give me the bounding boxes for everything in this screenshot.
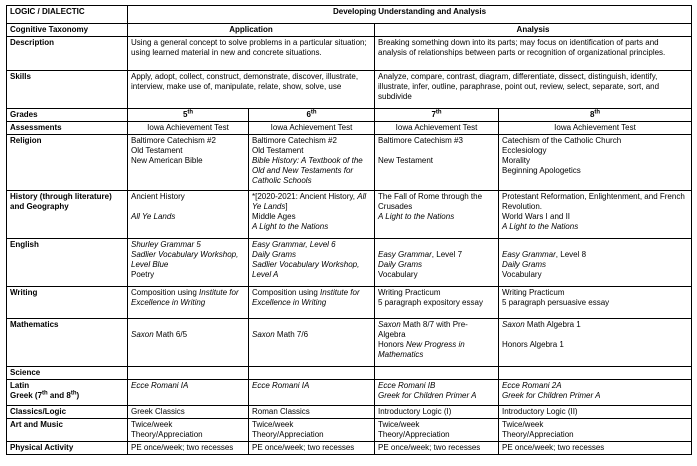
english-row xyxy=(7,239,692,287)
latin-grade-5: Ecce Romani IA xyxy=(128,380,249,406)
application-description: Using a general concept to solve problems in a particular situation; using learned material in new and concrete situations. xyxy=(128,37,375,71)
grades-label: Grades xyxy=(7,109,128,122)
history-grade-6 xyxy=(249,191,375,239)
latin-grade-7-book: Greek for Children Primer A xyxy=(378,391,477,400)
religion-grade-8-line: Morality xyxy=(502,156,531,165)
math-row xyxy=(7,319,692,367)
science-grade-8 xyxy=(499,367,692,380)
english-grade-6-book: Daily Grams xyxy=(252,250,297,259)
math-grade-6: Saxon Math 7/6 xyxy=(249,319,375,367)
religion-grade-8-line: Beginning Apologetics xyxy=(502,166,581,175)
science-label: Science xyxy=(7,367,128,380)
curriculum-table xyxy=(6,5,692,455)
assessment-grade-6: Iowa Achievement Test xyxy=(249,122,375,135)
latin-grade-8 xyxy=(499,380,692,406)
math-grade-7: Saxon Math 8/7 with Pre-Algebra Honors New Progress in Mathematics xyxy=(375,319,499,367)
assessment-grade-7: Iowa Achievement Test xyxy=(375,122,499,135)
application-header: Application xyxy=(128,24,375,37)
religion-grade-8 xyxy=(499,135,692,191)
latin-grade-8-book: Ecce Romani 2A xyxy=(502,381,562,390)
grade-6-header: 6th xyxy=(249,109,375,122)
description-row xyxy=(7,37,692,71)
english-grade-6-book: Easy Grammar, Level 6 xyxy=(252,240,336,249)
classics-grade-6: Roman Classics xyxy=(249,406,375,419)
description-label: Description xyxy=(7,37,128,71)
writing-grade-8-line: 5 paragraph persuasive essay xyxy=(502,298,610,307)
pe-grade-6: PE once/week; two recesses xyxy=(249,442,375,455)
history-grade-6-bracket: ] xyxy=(285,202,288,211)
history-grade-8-book: A Light to the Nations xyxy=(502,222,579,231)
classics-grade-7: Introductory Logic (I) xyxy=(375,406,499,419)
english-grade-6-book: Sadlier Vocabulary Workshop, Level A xyxy=(252,260,360,279)
writing-grade-6: Composition using Institute for Excellence in Writing xyxy=(249,287,375,319)
pe-grade-8: PE once/week; two recesses xyxy=(499,442,692,455)
taxonomy-row xyxy=(7,24,692,37)
writing-row xyxy=(7,287,692,319)
english-grade-5-line: Poetry xyxy=(131,270,155,279)
art-grade-5: Twice/week Theory/Appreciation xyxy=(128,419,249,442)
religion-grade-7-line: New Testament xyxy=(378,156,433,165)
title-row xyxy=(7,6,692,24)
religion-grade-5 xyxy=(128,135,249,191)
history-grade-5-line: Ancient History xyxy=(131,192,185,201)
math-label: Mathematics xyxy=(7,319,128,367)
art-label: Art and Music xyxy=(7,419,128,442)
classics-label: Classics/Logic xyxy=(7,406,128,419)
writing-grade-7-line: 5 paragraph expository essay xyxy=(378,298,483,307)
assessments-label: Assessments xyxy=(7,122,128,135)
history-label: History (through literature) and Geography xyxy=(7,191,128,239)
history-grade-5 xyxy=(128,191,249,239)
art-grade-8: Twice/week Theory/Appreciation xyxy=(499,419,692,442)
pe-grade-5: PE once/week; two recesses xyxy=(128,442,249,455)
english-grade-6 xyxy=(249,239,375,287)
religion-grade-5-line: New American Bible xyxy=(131,156,203,165)
writing-grade-8 xyxy=(499,287,692,319)
analysis-description: Breaking something down into its parts; may focus on identification of parts and analysis of relationships between parts or recognition of organizational principles. xyxy=(375,37,692,71)
history-grade-6-line: Middle Ages xyxy=(252,212,296,221)
analysis-skills: Analyze, compare, contrast, diagram, differentiate, dissect, distinguish, identify, illustrate, infer, outline, paraphrase, point out, review, select, separate, sort, and subdivide xyxy=(375,71,692,109)
history-row xyxy=(7,191,692,239)
classics-grade-8: Introductory Logic (II) xyxy=(499,406,692,419)
religion-grade-5-line: Baltimore Catechism #2 xyxy=(131,136,216,145)
history-grade-6-book: All Ye Lands xyxy=(252,192,367,211)
history-grade-7 xyxy=(375,191,499,239)
history-grade-6-note: *[2020-2021: Ancient History, xyxy=(252,192,356,201)
latin-grade-6: Ecce Romani IA xyxy=(249,380,375,406)
english-grade-5-book: Sadlier Vocabulary Workshop, Level Blue xyxy=(131,250,239,269)
pe-row xyxy=(7,442,692,455)
art-row xyxy=(7,419,692,442)
religion-grade-7-line: Baltimore Catechism #3 xyxy=(378,136,463,145)
grade-7-header: 7th xyxy=(375,109,499,122)
religion-grade-6-book: Bible History: A Textbook of the Old and New Testaments for Catholic Schools xyxy=(252,156,363,185)
grades-row xyxy=(7,109,692,122)
grade-8-header: 8th xyxy=(499,109,692,122)
english-grade-7 xyxy=(375,239,499,287)
application-skills: Apply, adopt, collect, construct, demonstrate, discover, illustrate, interview, make use of, manipulate, relate, show, solve, use xyxy=(128,71,375,109)
writing-grade-8-line: Writing Practicum xyxy=(502,288,565,297)
writing-label: Writing xyxy=(7,287,128,319)
taxonomy-label: Cognitive Taxonomy xyxy=(7,24,128,37)
history-grade-8-line: World Wars I and II xyxy=(502,212,571,221)
english-grade-8-line: Vocabulary xyxy=(502,270,542,279)
english-grade-7-line: Vocabulary xyxy=(378,270,418,279)
math-grade-5: Saxon Math 6/5 xyxy=(128,319,249,367)
science-row xyxy=(7,367,692,380)
english-grade-7-book: Daily Grams xyxy=(378,260,423,269)
religion-grade-8-line: Ecclesiology xyxy=(502,146,547,155)
history-grade-8 xyxy=(499,191,692,239)
english-grade-5 xyxy=(128,239,249,287)
pe-label: Physical Activity xyxy=(7,442,128,455)
latin-grade-8-book: Greek for Children Primer A xyxy=(502,391,601,400)
history-grade-6-book: A Light to the Nations xyxy=(252,222,329,231)
religion-grade-8-line: Catechism of the Catholic Church xyxy=(502,136,622,145)
latin-label: Latin Greek (7th and 8th) xyxy=(7,380,128,406)
science-grade-6 xyxy=(249,367,375,380)
logic-dialectic-label: LOGIC / DIALECTIC xyxy=(7,6,128,24)
assessment-grade-8: Iowa Achievement Test xyxy=(499,122,692,135)
analysis-header: Analysis xyxy=(375,24,692,37)
science-grade-5 xyxy=(128,367,249,380)
religion-grade-6-line: Old Testament xyxy=(252,146,304,155)
history-grade-8-line: Protestant Reformation, Enlightenment, and French Revolution. xyxy=(502,192,685,211)
skills-row xyxy=(7,71,692,109)
grade-5-header: 5th xyxy=(128,109,249,122)
english-grade-7-line: Easy Grammar, Level 7 xyxy=(378,250,463,259)
skills-label: Skills xyxy=(7,71,128,109)
page-title: Developing Understanding and Analysis xyxy=(128,6,692,24)
math-grade-8: Saxon Math Algebra 1 Honors Algebra 1 xyxy=(499,319,692,367)
art-grade-7: Twice/week Theory/Appreciation xyxy=(375,419,499,442)
english-label: English xyxy=(7,239,128,287)
english-grade-8 xyxy=(499,239,692,287)
religion-grade-5-line: Old Testament xyxy=(131,146,183,155)
latin-grade-7-book: Ecce Romani IB xyxy=(378,381,436,390)
english-grade-8-book: Daily Grams xyxy=(502,260,547,269)
latin-row xyxy=(7,380,692,406)
religion-grade-6-line: Baltimore Catechism #2 xyxy=(252,136,337,145)
writing-grade-7 xyxy=(375,287,499,319)
english-grade-8-line: Easy Grammar, Level 8 xyxy=(502,250,587,259)
art-grade-6: Twice/week Theory/Appreciation xyxy=(249,419,375,442)
english-grade-5-book: Shurley Grammar 5 xyxy=(131,240,201,249)
religion-row xyxy=(7,135,692,191)
assessment-grade-5: Iowa Achievement Test xyxy=(128,122,249,135)
history-grade-7-book: A Light to the Nations xyxy=(378,212,455,221)
latin-grade-7 xyxy=(375,380,499,406)
classics-row xyxy=(7,406,692,419)
religion-grade-6 xyxy=(249,135,375,191)
religion-label: Religion xyxy=(7,135,128,191)
science-grade-7 xyxy=(375,367,499,380)
history-grade-7-line: The Fall of Rome through the Crusades xyxy=(378,192,483,211)
religion-grade-7 xyxy=(375,135,499,191)
pe-grade-7: PE once/week; two recesses xyxy=(375,442,499,455)
writing-grade-7-line: Writing Practicum xyxy=(378,288,441,297)
writing-grade-5: Composition using Institute for Excellence in Writing xyxy=(128,287,249,319)
classics-grade-5: Greek Classics xyxy=(128,406,249,419)
math-grade-8-line: Honors Algebra 1 xyxy=(502,340,564,349)
history-grade-5-book: All Ye Lands xyxy=(131,212,176,221)
assessments-row xyxy=(7,122,692,135)
